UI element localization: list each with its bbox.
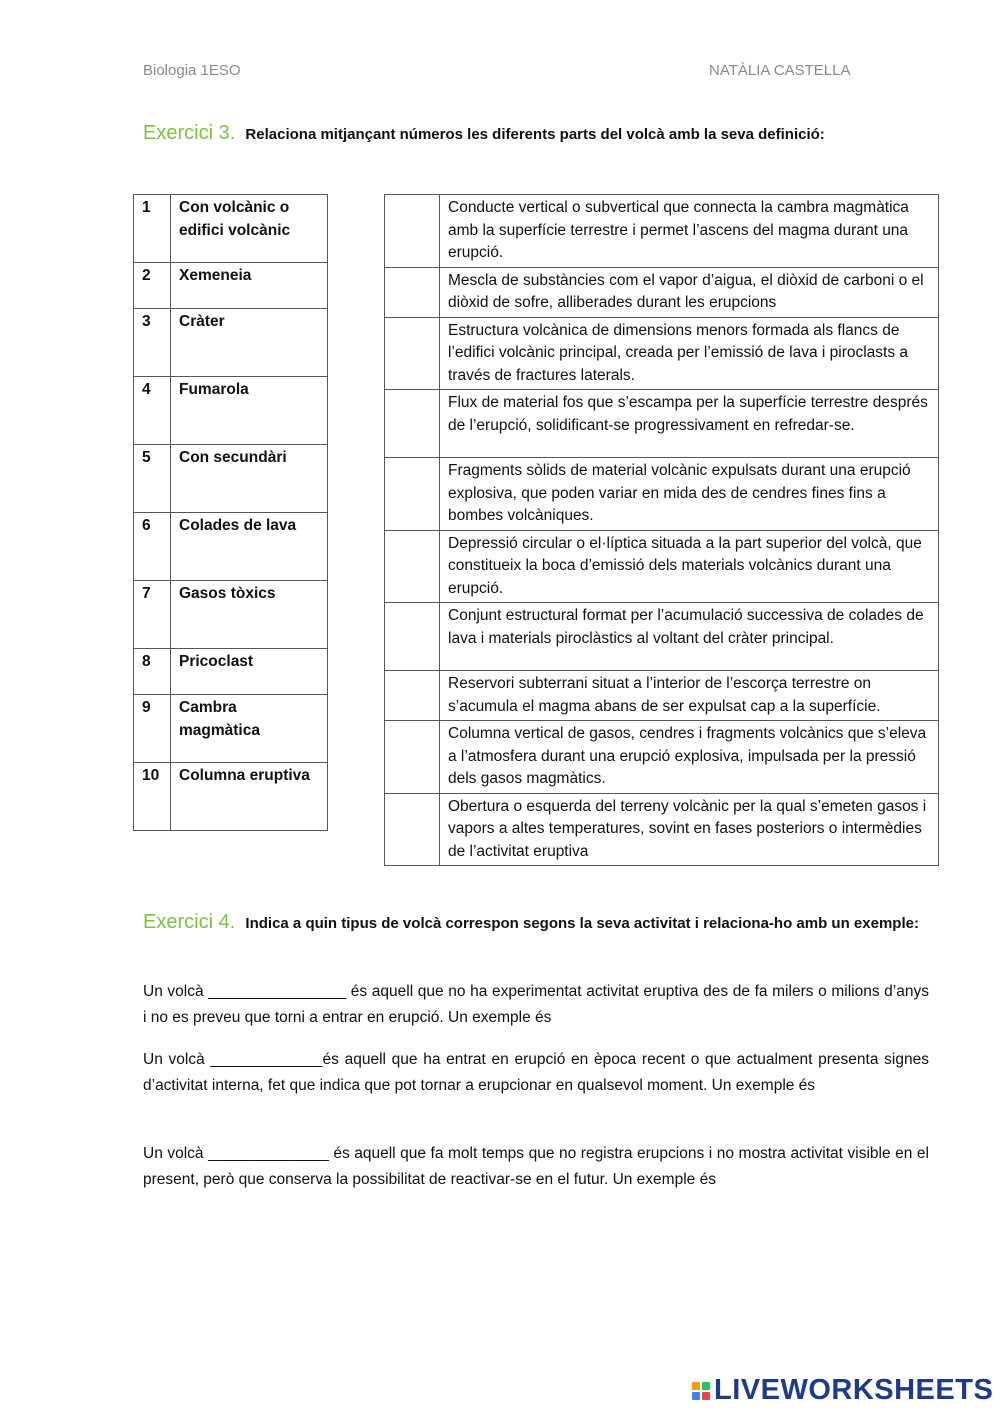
part-number: 10: [134, 763, 171, 831]
part-number: 7: [134, 581, 171, 649]
definition-text: Flux de material fos que s’escampa per la superfície terrestre després de l’erupció, solidificant-se progressivament en refredar-se.: [440, 390, 939, 458]
answer-cell[interactable]: [385, 195, 440, 268]
table-row: [385, 195, 939, 268]
exercise4-label: Exercici 4.: [143, 911, 236, 933]
part-number: 1: [134, 195, 171, 263]
paragraph-start: Un volcà: [143, 1145, 209, 1162]
part-number: 5: [134, 445, 171, 513]
definition-text: Conducte vertical o subvertical que connecta la cambra magmàtica amb la superfície terrestre i permet l’ascens del magma durant una erupció.: [440, 195, 939, 268]
table-row: [134, 195, 328, 263]
part-number: 3: [134, 309, 171, 377]
answer-blank[interactable]: ______________: [208, 1145, 329, 1162]
answer-cell[interactable]: [385, 458, 440, 531]
table-row: [385, 390, 939, 458]
part-name: Con secundàri: [171, 445, 328, 513]
part-number: 9: [134, 695, 171, 763]
answer-cell[interactable]: [385, 793, 440, 866]
answer-cell[interactable]: [385, 317, 440, 390]
definition-text: Depressió circular o el·líptica situada a la part superior del volcà, que constitueix la boca d’emissió dels materials volcànics durant una erupció.: [440, 530, 939, 603]
header-subject: Biologia 1ESO: [143, 62, 241, 79]
table-row: [134, 263, 328, 309]
header-author: NATÀLIA CASTELLA: [709, 62, 851, 79]
answer-cell[interactable]: [385, 267, 440, 317]
definition-text: Columna vertical de gasos, cendres i fragments volcànics que s’eleva a l’atmosfera durant una erupció explosiva, impulsada per la pressió dels gasos magmàtics.: [440, 721, 939, 794]
definition-text: Reservori subterrani situat a l’interior de l’escorça terrestre on s’acumula el magma abans de ser expulsat cap a la superfície.: [440, 671, 939, 721]
paragraph-end: és aquell que ha entrat en erupció en època recent o que actualment presenta signes d’activitat interna, fet que indica que pot tornar a erupcionar en qualsevol moment. Un exemple és: [143, 1051, 929, 1094]
table-row: [134, 581, 328, 649]
part-name: Cràter: [171, 309, 328, 377]
part-name: Colades de lava: [171, 513, 328, 581]
answer-cell[interactable]: [385, 603, 440, 671]
answer-cell[interactable]: [385, 390, 440, 458]
part-name: Xemeneia: [171, 263, 328, 309]
paragraph-start: Un volcà: [143, 1051, 211, 1068]
liveworksheets-logo: [692, 1374, 993, 1407]
table-row: [385, 458, 939, 531]
definition-text: Obertura o esquerda del terreny volcànic per la qual s’emeten gasos i vapors a altes temperatures, sovint en fases posteriors o intermèdies de l’activitat eruptiva: [440, 793, 939, 866]
table-row: [385, 267, 939, 317]
table-row: [385, 317, 939, 390]
part-name: Fumarola: [171, 377, 328, 445]
exercise3-title: [143, 122, 825, 145]
table-row: [385, 530, 939, 603]
part-name: Columna eruptiva: [171, 763, 328, 831]
part-number: 2: [134, 263, 171, 309]
definition-text: Conjunt estructural format per l’acumulació successiva de colades de lava i materials piroclàstics al voltant del cràter principal.: [440, 603, 939, 671]
definitions-table: [384, 194, 939, 866]
part-name: Pricoclast: [171, 649, 328, 695]
answer-cell[interactable]: [385, 671, 440, 721]
answer-blank[interactable]: _____________: [210, 1051, 323, 1068]
table-row: [134, 445, 328, 513]
answer-cell[interactable]: [385, 721, 440, 794]
exercise4-instruction: Indica a quin tipus de volcà correspon segons la seva activitat i relaciona-ho amb un exemple:: [245, 915, 919, 932]
table-row: [385, 793, 939, 866]
logo-icon: [692, 1382, 710, 1400]
paragraph-end: és aquell que fa molt temps que no registra erupcions i no mostra activitat visible en el present, però que conserva la possibilitat de reactivar-se en el futur. Un exemple és: [143, 1145, 929, 1188]
part-number: 6: [134, 513, 171, 581]
table-row: [385, 603, 939, 671]
part-name: Cambra magmàtica: [171, 695, 328, 763]
definition-text: Mescla de substàncies com el vapor d’aigua, el diòxid de carboni o el diòxid de sofre, alliberades durant les erupcions: [440, 267, 939, 317]
exercise3-label: Exercici 3.: [143, 122, 236, 144]
table-row: [134, 513, 328, 581]
table-row: [134, 695, 328, 763]
answer-cell[interactable]: [385, 530, 440, 603]
table-row: [134, 649, 328, 695]
answer-blank[interactable]: ________________: [208, 983, 347, 1000]
logo-text: LIVEWORKSHEETS: [714, 1374, 994, 1406]
table-row: [385, 671, 939, 721]
part-number: 8: [134, 649, 171, 695]
part-name: Gasos tòxics: [171, 581, 328, 649]
exercise4-paragraph: [143, 979, 929, 1031]
part-name: Con volcànic o edifici volcànic: [171, 195, 328, 263]
exercise4-paragraph: [143, 1047, 929, 1099]
paragraph-end: és aquell que no ha experimentat activitat eruptiva des de fa milers o milions d’anys i no es preveu que torni a entrar en erupció. Un exemple és: [143, 983, 929, 1026]
exercise3-instruction: Relaciona mitjançant números les diferents parts del volcà amb la seva definició:: [245, 126, 825, 143]
definition-text: Estructura volcànica de dimensions menors formada als flancs de l’edifici volcànic principal, creada per l’emissió de lava i piroclasts a través de fractures laterals.: [440, 317, 939, 390]
table-row: [385, 721, 939, 794]
part-number: 4: [134, 377, 171, 445]
table-row: [134, 377, 328, 445]
paragraph-start: Un volcà: [143, 983, 209, 1000]
table-row: [134, 309, 328, 377]
exercise4-paragraph: [143, 1141, 929, 1193]
parts-table: [133, 194, 328, 831]
table-row: [134, 763, 328, 831]
exercise4-title: [143, 907, 929, 939]
definition-text: Fragments sòlids de material volcànic expulsats durant una erupció explosiva, que poden variar en mida des de cendres fines fins a bombes volcàniques.: [440, 458, 939, 531]
